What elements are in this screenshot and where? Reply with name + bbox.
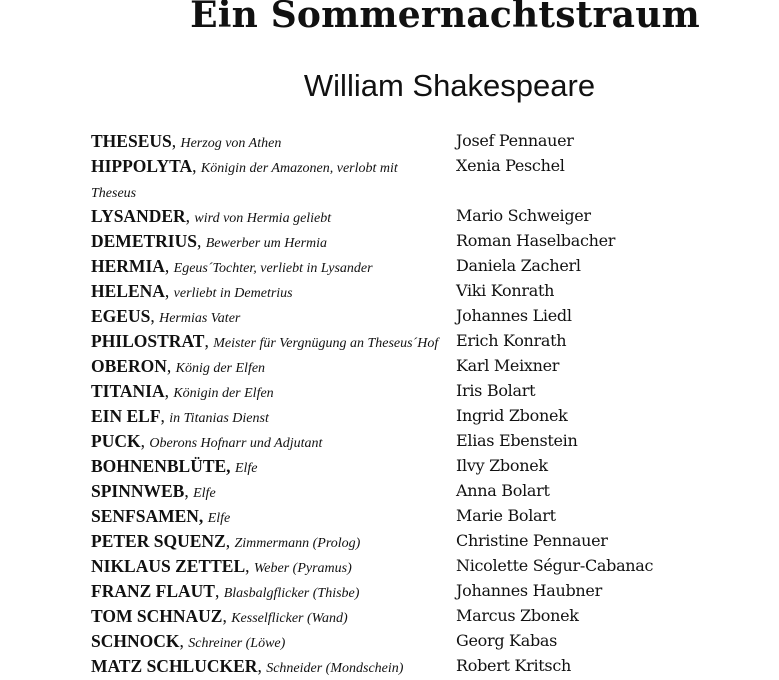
actor-name: Robert Kritsch [456, 656, 571, 675]
role-name: SENFSAMEN, [91, 506, 204, 526]
role-separator: , [245, 556, 254, 576]
cast-row [91, 555, 779, 580]
role-cell [91, 430, 441, 455]
role-separator: , [192, 156, 201, 176]
role-description: Schreiner (Löwe) [188, 636, 286, 651]
role-description: Bewerber um Hermia [205, 236, 328, 251]
actor-name: Erich Konrath [456, 331, 567, 350]
role-cell [91, 255, 441, 280]
role-cell [91, 655, 441, 680]
author-name: William Shakespeare [303, 68, 596, 103]
role-description: Elfe [234, 461, 258, 476]
role-cell [91, 130, 441, 155]
role-description: verliebt in Demetrius [173, 286, 293, 301]
actor-name: Johannes Haubner [456, 581, 602, 600]
cast-row [91, 280, 779, 305]
actor-name: Daniela Zacherl [456, 256, 581, 275]
role-cell [91, 230, 441, 255]
cast-row [91, 480, 779, 505]
role-separator: , [197, 231, 206, 251]
actor-name: Elias Ebenstein [456, 431, 578, 450]
role-description: Blasbalgflicker (Thisbe) [223, 586, 360, 601]
role-description: Herzog von Athen [180, 136, 282, 151]
cast-row [91, 530, 779, 555]
role-description: Egeus´Tochter, verliebt in Lysander [173, 261, 373, 276]
role-separator: , [225, 531, 235, 551]
role-cell [91, 605, 441, 630]
role-name: BOHNENBLÜTE, [91, 456, 231, 476]
cast-row [91, 505, 779, 530]
role-separator: , [166, 356, 176, 376]
role-description: wird von Hermia geliebt [194, 211, 332, 226]
actor-name: Iris Bolart [456, 381, 536, 400]
actor-name: Marie Bolart [456, 506, 556, 525]
role-name: NIKLAUS ZETTEL [91, 556, 246, 576]
role-cell [91, 480, 441, 505]
role-name: TITANIA [91, 381, 165, 401]
role-cell [91, 355, 441, 380]
role-name: PHILOSTRAT [91, 331, 205, 351]
actor-name: Marcus Zbonek [456, 606, 579, 625]
role-description: Elfe [207, 511, 231, 526]
actor-name: Ilvy Zbonek [456, 456, 548, 475]
role-name: THESEUS [91, 131, 172, 151]
role-name: LYSANDER [91, 206, 186, 226]
role-name: TOM SCHNAUZ [91, 606, 223, 626]
cast-row [91, 355, 779, 380]
cast-row [91, 230, 779, 255]
role-description: Elfe [193, 486, 216, 501]
actor-name: Josef Pennauer [456, 131, 574, 150]
role-description: König der Elfen [175, 361, 266, 376]
role-separator: , [160, 406, 170, 426]
role-separator: , [214, 581, 224, 601]
cast-row [91, 455, 779, 480]
cast-row [91, 305, 779, 330]
cast-list [91, 130, 779, 680]
actor-name: Viki Konrath [456, 281, 555, 300]
role-cell [91, 530, 441, 555]
role-name: PUCK [91, 431, 141, 451]
cast-row [91, 205, 779, 230]
role-cell [91, 405, 441, 430]
actor-name: Nicolette Ségur-Cabanac [456, 556, 654, 575]
cast-row [91, 655, 779, 680]
role-name: SPINNWEB [91, 481, 185, 501]
actor-name: Ingrid Zbonek [456, 406, 568, 425]
role-cell [91, 280, 441, 305]
role-separator: , [164, 256, 174, 276]
role-separator: , [150, 306, 160, 326]
role-description: Königin der Elfen [173, 386, 274, 401]
role-name: PETER SQUENZ [91, 531, 226, 551]
cast-row [91, 630, 779, 655]
cast-row [91, 580, 779, 605]
role-name: EGEUS [91, 306, 151, 326]
role-description: Weber (Pyramus) [253, 561, 352, 576]
role-separator: , [184, 481, 194, 501]
role-description: Oberons Hofnarr und Adjutant [149, 436, 323, 451]
role-description: Hermias Vater [159, 311, 241, 326]
role-cell [91, 305, 441, 330]
role-cell [91, 380, 441, 405]
actor-name: Roman Haselbacher [456, 231, 616, 250]
role-separator: , [164, 381, 174, 401]
role-cell [91, 155, 441, 205]
role-separator: , [185, 206, 195, 226]
actor-name: Anna Bolart [456, 481, 550, 500]
actor-name: Karl Meixner [456, 356, 560, 375]
role-description: Königin der Amazonen, verlobt mit Theseus [91, 161, 398, 201]
role-description: Meister für Vergnügung an Theseus´Hof [213, 336, 439, 351]
role-name: HIPPOLYTA [91, 156, 193, 176]
cast-row [91, 605, 779, 630]
cast-row [91, 430, 779, 455]
role-name: HELENA [91, 281, 165, 301]
actor-name: Mario Schweiger [456, 206, 591, 225]
role-cell [91, 555, 441, 580]
role-separator: , [204, 331, 214, 351]
cast-row [91, 380, 779, 405]
page-title: Ein Sommernachtstraum [190, 0, 700, 36]
role-name: DEMETRIUS [91, 231, 197, 251]
role-description: Zimmermann (Prolog) [234, 536, 361, 551]
role-separator: , [222, 606, 232, 626]
actor-name: Xenia Peschel [456, 156, 565, 175]
role-cell [91, 505, 441, 530]
cast-row [91, 330, 779, 355]
actor-name: Christine Pennauer [456, 531, 608, 550]
role-cell [91, 330, 441, 355]
role-separator: , [171, 131, 181, 151]
role-name: EIN ELF [91, 406, 161, 426]
role-description: Schneider (Mondschein) [266, 661, 404, 676]
role-name: OBERON [91, 356, 167, 376]
role-name: SCHNOCK [91, 631, 180, 651]
role-description: in Titanias Dienst [169, 411, 269, 426]
actor-name: Georg Kabas [456, 631, 558, 650]
role-separator: , [164, 281, 174, 301]
role-separator: , [257, 656, 267, 676]
role-cell [91, 455, 441, 480]
cast-row [91, 255, 779, 280]
cast-row [91, 155, 779, 205]
actor-name: Johannes Liedl [456, 306, 572, 325]
role-description: Kesselflicker (Wand) [231, 611, 348, 626]
cast-row [91, 130, 779, 155]
role-cell [91, 205, 441, 230]
role-name: HERMIA [91, 256, 165, 276]
role-name: FRANZ FLAUT [91, 581, 215, 601]
role-cell [91, 630, 441, 655]
cast-row [91, 405, 779, 430]
role-separator: , [179, 631, 189, 651]
role-cell [91, 580, 441, 605]
role-name: MATZ SCHLUCKER [91, 656, 258, 676]
role-separator: , [140, 431, 150, 451]
